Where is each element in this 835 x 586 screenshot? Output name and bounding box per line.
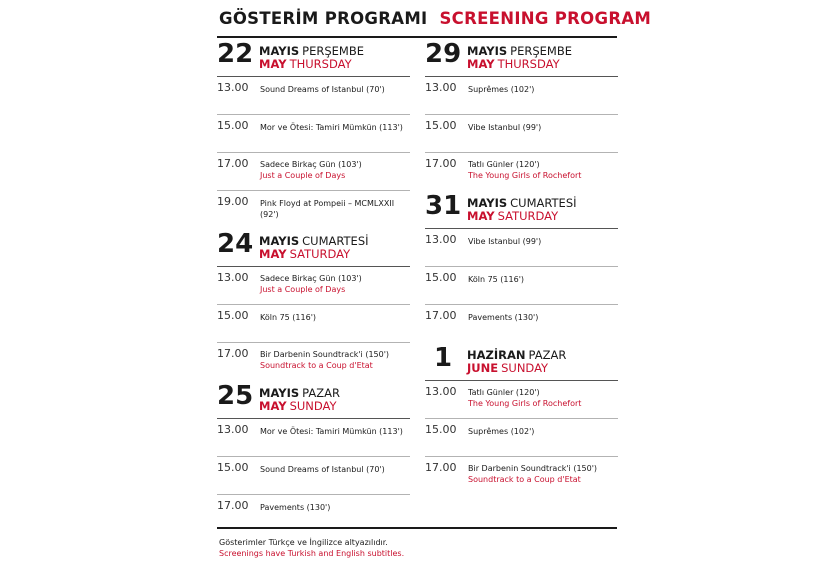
weekday-english: SATURDAY	[289, 247, 351, 261]
day-label-turkish	[259, 234, 369, 248]
month-english: MAY	[259, 57, 287, 71]
film-title-english: The Young Girls of Rochefort	[468, 399, 582, 408]
screening-time: 17.00	[217, 499, 249, 512]
month-turkish: HAZİRAN	[467, 348, 526, 362]
screening-row	[217, 343, 410, 380]
screening-row	[217, 153, 410, 191]
day-number: 1	[433, 343, 453, 373]
day-label-english	[467, 209, 558, 223]
screening-time: 13.00	[217, 271, 249, 284]
film-title-english: Just a Couple of Days	[260, 171, 346, 180]
day-number: 24	[217, 229, 254, 259]
screening-time: 17.00	[425, 309, 457, 322]
screening-row	[425, 381, 618, 419]
screening-row	[217, 77, 410, 115]
screening-row	[425, 153, 618, 190]
screening-time: 15.00	[217, 119, 249, 132]
screening-time: 15.00	[425, 271, 457, 284]
film-title-english: Soundtrack to a Coup d'Etat	[468, 475, 581, 484]
month-turkish: MAYIS	[467, 44, 508, 58]
month-turkish: MAYIS	[259, 44, 300, 58]
screening-row	[217, 115, 410, 153]
film-title-turkish: Pink Floyd at Pompeii – MCMLXXII (92')	[260, 199, 395, 219]
film-title-turkish: Tatlı Günler (120')	[468, 160, 540, 169]
film-title-turkish: Tatlı Günler (120')	[468, 388, 540, 397]
screening-row	[425, 419, 618, 457]
screening-row	[217, 267, 410, 305]
weekday-turkish: PERŞEMBE	[510, 44, 572, 58]
day-header	[425, 342, 618, 381]
film-title-english: Just a Couple of Days	[260, 285, 346, 294]
day-number: 22	[217, 39, 254, 69]
day-number: 31	[425, 191, 462, 221]
film-title-turkish: Sound Dreams of Istanbul (70')	[260, 465, 385, 474]
bottom-rule	[217, 527, 617, 529]
month-english: MAY	[259, 399, 287, 413]
screening-row	[425, 305, 618, 342]
day-label-turkish	[467, 44, 572, 58]
film-title-english: The Young Girls of Rochefort	[468, 171, 582, 180]
month-english: MAY	[467, 209, 495, 223]
weekday-turkish: PAZAR	[528, 348, 567, 362]
month-english: JUNE	[467, 361, 499, 375]
film-title-turkish: Bir Darbenin Soundtrack'i (150')	[260, 350, 390, 359]
screening-row	[217, 457, 410, 495]
screening-time: 15.00	[425, 119, 457, 132]
weekday-english: SATURDAY	[497, 209, 559, 223]
screening-time: 13.00	[425, 81, 457, 94]
screening-row	[217, 305, 410, 343]
screening-row	[425, 267, 618, 305]
page-title	[219, 9, 651, 28]
day-label-english	[467, 57, 560, 71]
film-title-turkish: Vibe Istanbul (99')	[468, 123, 542, 132]
weekday-turkish: PERŞEMBE	[302, 44, 364, 58]
day-label-turkish	[259, 386, 340, 400]
screening-time: 17.00	[425, 461, 457, 474]
day-header	[425, 38, 618, 77]
screening-time: 13.00	[425, 233, 457, 246]
film-title-english: Soundtrack to a Coup d'Etat	[260, 361, 373, 370]
month-english: MAY	[259, 247, 287, 261]
subtitle-note-turkish: Gösterimler Türkçe ve İngilizce altyazılıdır.	[219, 538, 388, 547]
screening-row	[425, 77, 618, 115]
schedule-column-left	[217, 38, 410, 532]
day-number: 25	[217, 381, 254, 411]
weekday-turkish: CUMARTESİ	[302, 234, 369, 248]
screening-time: 15.00	[217, 309, 249, 322]
weekday-turkish: CUMARTESİ	[510, 196, 577, 210]
film-title-turkish: Suprêmes (102')	[468, 427, 535, 436]
screening-time: 13.00	[425, 385, 457, 398]
day-label-english	[259, 57, 352, 71]
weekday-english: THURSDAY	[289, 57, 352, 71]
film-title-turkish: Mor ve Ötesi: Tamiri Mümkün (113')	[260, 427, 403, 436]
film-title-turkish: Sadece Birkaç Gün (103')	[260, 274, 362, 283]
day-number: 29	[425, 39, 462, 69]
weekday-english: SUNDAY	[289, 399, 337, 413]
film-title-turkish: Sadece Birkaç Gün (103')	[260, 160, 362, 169]
screening-time: 15.00	[217, 461, 249, 474]
day-label-english	[259, 399, 337, 413]
day-header	[217, 228, 410, 267]
film-title-turkish: Bir Darbenin Soundtrack'i (150')	[468, 464, 598, 473]
film-title-turkish: Mor ve Ötesi: Tamiri Mümkün (113')	[260, 123, 403, 132]
screening-time: 17.00	[217, 347, 249, 360]
day-header	[425, 190, 618, 229]
title-english: SCREENING PROGRAM	[439, 9, 652, 28]
screening-row	[425, 229, 618, 267]
subtitle-note-english: Screenings have Turkish and English subtitles.	[219, 549, 405, 558]
weekday-english: SUNDAY	[501, 361, 549, 375]
film-title-turkish: Vibe Istanbul (99')	[468, 237, 542, 246]
month-turkish: MAYIS	[259, 234, 300, 248]
film-title-turkish: Köln 75 (116')	[468, 275, 525, 284]
day-label-turkish	[259, 44, 364, 58]
film-title-turkish: Pavements (130')	[260, 503, 331, 512]
screening-time: 15.00	[425, 423, 457, 436]
screening-time: 19.00	[217, 195, 249, 208]
day-label-turkish	[467, 348, 566, 362]
film-title-turkish: Sound Dreams of Istanbul (70')	[260, 85, 385, 94]
screening-row	[217, 419, 410, 457]
day-label-english	[467, 361, 548, 375]
film-title-turkish: Suprêmes (102')	[468, 85, 535, 94]
screening-row	[425, 457, 618, 494]
weekday-english: THURSDAY	[497, 57, 560, 71]
day-header	[217, 38, 410, 77]
screening-row	[217, 191, 410, 228]
day-header	[217, 380, 410, 419]
screening-time: 13.00	[217, 81, 249, 94]
screening-row	[425, 115, 618, 153]
month-turkish: MAYIS	[467, 196, 508, 210]
screening-time: 17.00	[217, 157, 249, 170]
schedule-column-right	[425, 38, 618, 494]
day-label-turkish	[467, 196, 577, 210]
screening-time: 17.00	[425, 157, 457, 170]
day-label-english	[259, 247, 350, 261]
title-turkish: GÖSTERİM PROGRAMI	[219, 9, 428, 28]
film-title-turkish: Köln 75 (116')	[260, 313, 317, 322]
month-english: MAY	[467, 57, 495, 71]
screening-time: 13.00	[217, 423, 249, 436]
month-turkish: MAYIS	[259, 386, 300, 400]
weekday-turkish: PAZAR	[302, 386, 340, 400]
film-title-turkish: Pavements (130')	[468, 313, 539, 322]
